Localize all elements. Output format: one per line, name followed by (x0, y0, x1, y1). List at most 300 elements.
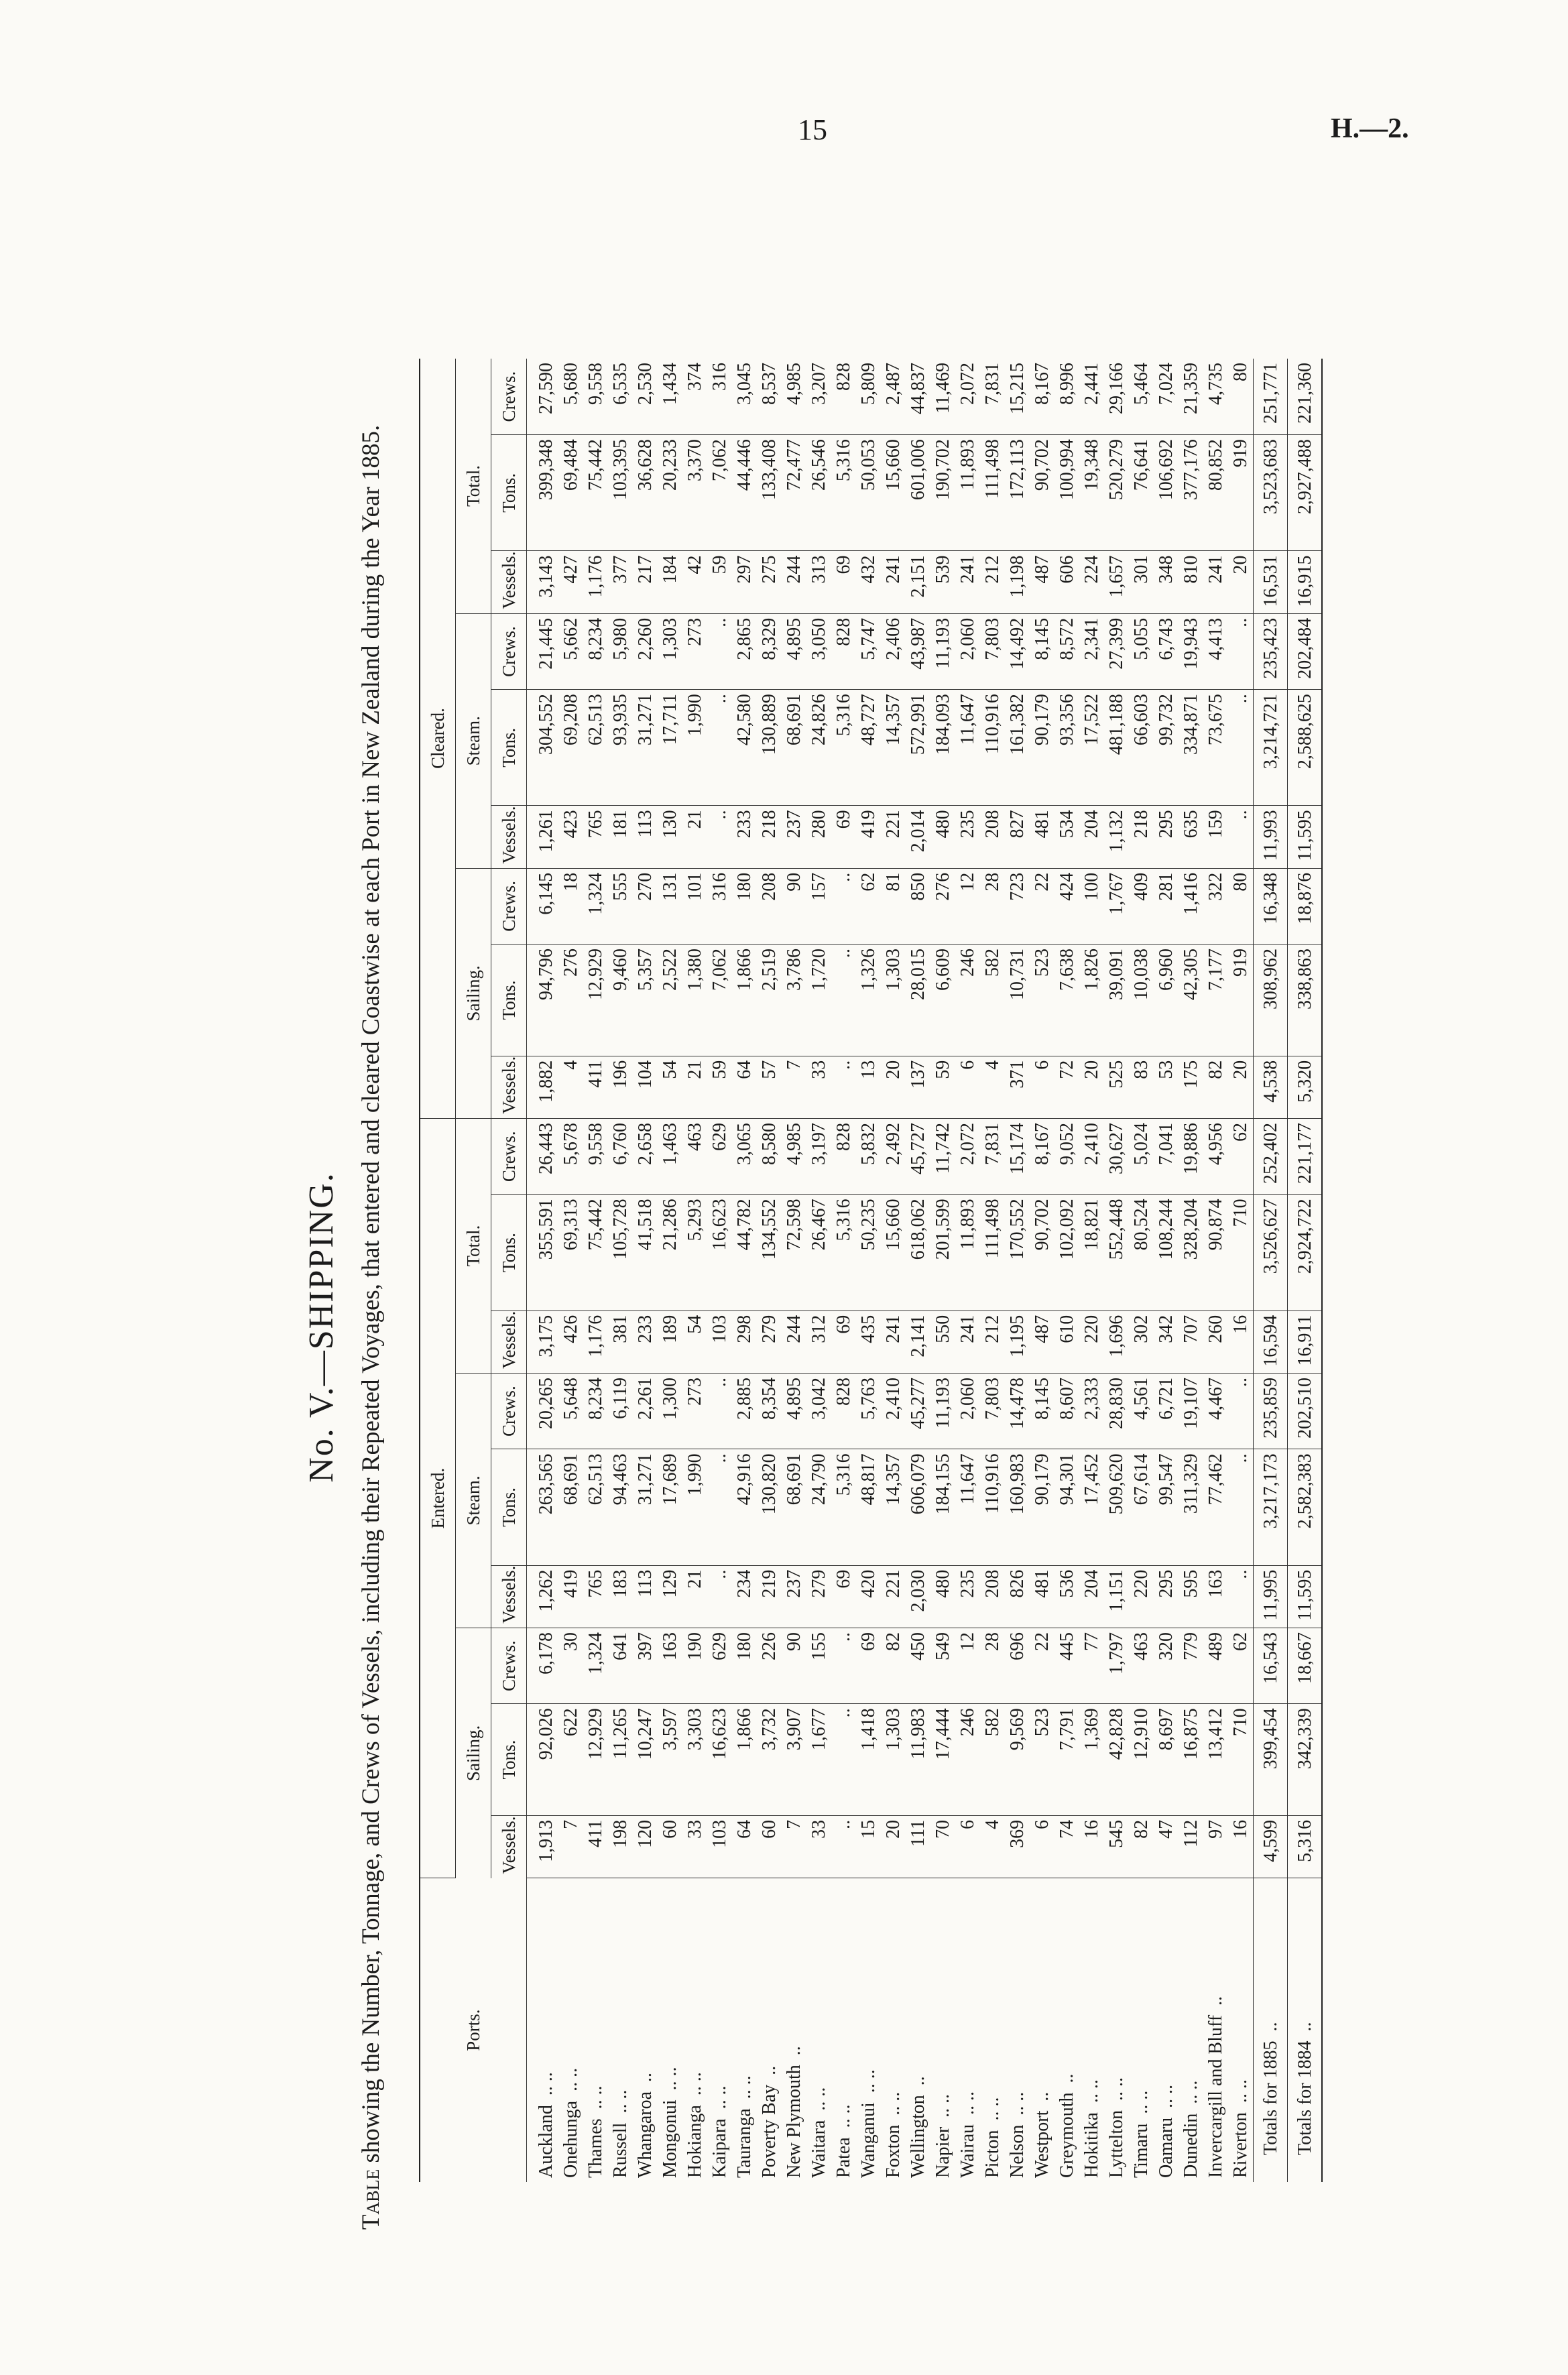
cleared-steam-tons-cell: 304,552 (527, 690, 559, 806)
cleared-sailing-crews-cell: 22 (1030, 868, 1054, 944)
leader-dots: .. .. (709, 2085, 730, 2110)
leader-dots: .. .. (1007, 2091, 1028, 2116)
cleared-total-vessels-cell: 212 (980, 551, 1005, 613)
entered-total-tons-cell: 90,702 (1030, 1195, 1054, 1311)
table-row (1228, 359, 1254, 2182)
table-row (608, 359, 633, 2182)
entered-steam-crews-cell: 7,803 (980, 1374, 1005, 1449)
entered-sailing-vessels-cell: 7 (782, 1815, 806, 1878)
cleared-sailing-tons-cell: 10,731 (1005, 945, 1030, 1056)
cleared-sailing-tons-cell: 308,962 (1254, 945, 1288, 1056)
cleared-steam-vessels-cell: 480 (930, 806, 955, 868)
port-name: Napier (932, 2126, 953, 2178)
entered-sailing-tons-cell: 11,983 (906, 1704, 930, 1816)
entered-steam-vessels-cell: 208 (980, 1565, 1005, 1628)
cleared-sailing-crews-cell: 850 (906, 868, 930, 944)
entered-steam-vessels-cell: 11,595 (1288, 1565, 1323, 1628)
cleared-sailing-tons-cell: 1,303 (881, 945, 906, 1056)
entered-steam-tons-cell: 67,614 (1129, 1449, 1154, 1565)
cleared-total-vessels-cell: 348 (1154, 551, 1179, 613)
cleared-sailing-crews-cell: 270 (633, 868, 658, 944)
header-vessels: Vessels. (491, 806, 527, 868)
port-name: Nelson (1007, 2124, 1028, 2178)
leader-dots: .. .. (610, 2089, 631, 2114)
entered-total-vessels-cell: 312 (806, 1311, 831, 1373)
entered-steam-crews-cell: 2,333 (1079, 1374, 1104, 1449)
port-name: Mongonui (660, 2099, 680, 2178)
cleared-steam-tons-cell: 99,732 (1154, 690, 1179, 806)
cleared-total-crews-cell: 374 (682, 359, 707, 435)
table-row (906, 359, 930, 2182)
cleared-total-crews-cell: 80 (1228, 359, 1254, 435)
entered-total-tons-cell: 102,092 (1054, 1195, 1079, 1311)
cleared-steam-crews-cell: 8,572 (1054, 613, 1079, 689)
port-cell (955, 1878, 980, 2182)
header-tons: Tons. (491, 435, 527, 551)
cleared-sailing-tons-cell: 7,638 (1054, 945, 1079, 1056)
entered-steam-crews-cell: 2,885 (732, 1374, 757, 1449)
cleared-steam-tons-cell: 48,727 (856, 690, 881, 806)
cleared-steam-tons-cell: 110,916 (980, 690, 1005, 806)
cleared-sailing-crews-cell: 28 (980, 868, 1005, 944)
cleared-steam-vessels-cell: 221 (881, 806, 906, 868)
entered-sailing-crews-cell: 549 (930, 1628, 955, 1703)
cleared-steam-crews-cell: 27,399 (1104, 613, 1129, 689)
port-name: Whangaroa (635, 2091, 656, 2178)
entered-sailing-vessels-cell: 16 (1228, 1815, 1254, 1878)
entered-sailing-tons-cell: 7,791 (1054, 1704, 1079, 1816)
entered-total-vessels-cell: 16,911 (1288, 1311, 1323, 1373)
entered-sailing-tons-cell: 3,597 (658, 1704, 682, 1816)
entered-sailing-vessels-cell: 5,316 (1288, 1815, 1323, 1878)
entered-sailing-crews-cell: 320 (1154, 1628, 1179, 1703)
entered-sailing-vessels-cell: 198 (608, 1815, 633, 1878)
table-row (1005, 359, 1030, 2182)
cleared-steam-crews-cell: 6,743 (1154, 613, 1179, 689)
entered-steam-vessels-cell: 69 (831, 1565, 856, 1628)
cleared-sailing-vessels-cell: 82 (1203, 1056, 1228, 1118)
entered-total-tons-cell: 72,598 (782, 1195, 806, 1311)
cleared-total-vessels-cell: 241 (955, 551, 980, 613)
entered-sailing-tons-cell: 1,369 (1079, 1704, 1104, 1816)
cleared-total-tons-cell: 90,702 (1030, 435, 1054, 551)
entered-sailing-crews-cell: 1,797 (1104, 1628, 1129, 1703)
port-cell (1005, 1878, 1030, 2182)
entered-steam-tons-cell: 14,357 (881, 1449, 906, 1565)
entered-steam-crews-cell: 2,410 (881, 1374, 906, 1449)
entered-steam-crews-cell: 3,042 (806, 1374, 831, 1449)
leader-dots: .. (759, 2065, 780, 2075)
entered-sailing-vessels-cell: 7 (558, 1815, 583, 1878)
entered-total-tons-cell: 69,313 (558, 1195, 583, 1311)
port-name: Picton (982, 2130, 1003, 2178)
entered-total-crews-cell: 1,463 (658, 1119, 682, 1195)
entered-sailing-crews-cell: 463 (1129, 1628, 1154, 1703)
entered-steam-crews-cell: 19,107 (1179, 1374, 1203, 1449)
cleared-total-tons-cell: 2,927,488 (1288, 435, 1323, 551)
port-cell (1288, 1878, 1323, 2182)
header-vessels: Vessels. (491, 1311, 527, 1373)
entered-steam-vessels-cell: 11,995 (1254, 1565, 1288, 1628)
port-cell (831, 1878, 856, 2182)
header-crews: Crews. (491, 1628, 527, 1703)
cleared-steam-tons-cell: 3,214,721 (1254, 690, 1288, 806)
cleared-steam-vessels-cell: 423 (558, 806, 583, 868)
entered-sailing-crews-cell: 629 (707, 1628, 732, 1703)
cleared-total-tons-cell: 106,692 (1154, 435, 1179, 551)
cleared-steam-vessels-cell: 235 (955, 806, 980, 868)
port-name: Oamaru (1156, 2117, 1177, 2178)
entered-sailing-crews-cell: 180 (732, 1628, 757, 1703)
entered-total-crews-cell: 5,678 (558, 1119, 583, 1195)
entered-total-tons-cell: 618,062 (906, 1195, 930, 1311)
header-crews: Crews. (491, 1119, 527, 1195)
page-reference: H.—2. (1331, 113, 1409, 144)
entered-sailing-tons-cell: 13,412 (1203, 1704, 1228, 1816)
cleared-steam-vessels-cell: 419 (856, 806, 881, 868)
entered-steam-crews-cell: 2,261 (633, 1374, 658, 1449)
port-cell (583, 1878, 608, 2182)
cleared-steam-crews-cell: 202,484 (1288, 613, 1323, 689)
table-row (782, 359, 806, 2182)
entered-total-vessels-cell: 298 (732, 1311, 757, 1373)
entered-sailing-vessels-cell: .. (831, 1815, 856, 1878)
header-entered-sailing: Sailing. (456, 1628, 491, 1878)
port-cell (1228, 1878, 1254, 2182)
entered-total-crews-cell: 4,956 (1203, 1119, 1228, 1195)
cleared-sailing-tons-cell: 5,357 (633, 945, 658, 1056)
cleared-sailing-crews-cell: 157 (806, 868, 831, 944)
cleared-sailing-crews-cell: 81 (881, 868, 906, 944)
entered-sailing-tons-cell: 42,828 (1104, 1704, 1129, 1816)
cleared-total-crews-cell: 2,530 (633, 359, 658, 435)
entered-total-tons-cell: 105,728 (608, 1195, 633, 1311)
cleared-steam-crews-cell: .. (1228, 613, 1254, 689)
entered-sailing-crews-cell: 155 (806, 1628, 831, 1703)
leader-dots: .. .. (585, 2085, 606, 2110)
port-name: Totals for 1885 (1260, 2041, 1281, 2155)
leader-dots: .. .. (858, 2069, 879, 2093)
entered-total-vessels-cell: 342 (1154, 1311, 1179, 1373)
cleared-steam-vessels-cell: 130 (658, 806, 682, 868)
entered-sailing-crews-cell: 12 (955, 1628, 980, 1703)
leader-dots: .. .. (536, 2072, 556, 2096)
entered-steam-tons-cell: 263,565 (527, 1449, 559, 1565)
cleared-steam-vessels-cell: 765 (583, 806, 608, 868)
cleared-steam-crews-cell: 2,260 (633, 613, 658, 689)
leader-dots: .. .. (883, 2091, 904, 2116)
cleared-total-tons-cell: 75,442 (583, 435, 608, 551)
entered-sailing-vessels-cell: 74 (1054, 1815, 1079, 1878)
cleared-sailing-tons-cell: 7,062 (707, 945, 732, 1056)
entered-total-crews-cell: 6,760 (608, 1119, 633, 1195)
cleared-total-tons-cell: 399,348 (527, 435, 559, 551)
cleared-steam-tons-cell: 24,826 (806, 690, 831, 806)
cleared-total-vessels-cell: 275 (757, 551, 782, 613)
cleared-steam-vessels-cell: 280 (806, 806, 831, 868)
cleared-total-vessels-cell: 1,198 (1005, 551, 1030, 613)
port-cell (1104, 1878, 1129, 2182)
table-row (1054, 359, 1079, 2182)
entered-steam-crews-cell: .. (707, 1374, 732, 1449)
entered-total-vessels-cell: 244 (782, 1311, 806, 1373)
entered-steam-tons-cell: 68,691 (782, 1449, 806, 1565)
entered-steam-vessels-cell: 234 (732, 1565, 757, 1628)
cleared-total-crews-cell: 8,996 (1054, 359, 1079, 435)
entered-total-crews-cell: 62 (1228, 1119, 1254, 1195)
entered-sailing-tons-cell: .. (831, 1704, 856, 1816)
cleared-total-vessels-cell: 313 (806, 551, 831, 613)
entered-sailing-vessels-cell: 120 (633, 1815, 658, 1878)
rotated-table-page (302, 322, 1315, 2333)
header-cleared-sailing: Sailing. (456, 868, 491, 1118)
cleared-total-crews-cell: 2,072 (955, 359, 980, 435)
entered-steam-vessels-cell: 2,030 (906, 1565, 930, 1628)
cleared-total-tons-cell: 3,523,683 (1254, 435, 1288, 551)
cleared-sailing-vessels-cell: 411 (583, 1056, 608, 1118)
entered-steam-tons-cell: 1,990 (682, 1449, 707, 1565)
entered-total-crews-cell: 828 (831, 1119, 856, 1195)
entered-steam-tons-cell: 77,462 (1203, 1449, 1228, 1565)
entered-total-crews-cell: 221,177 (1288, 1119, 1323, 1195)
cleared-total-crews-cell: 251,771 (1254, 359, 1288, 435)
header-vessels: Vessels. (491, 1056, 527, 1118)
cleared-total-vessels-cell: 244 (782, 551, 806, 613)
entered-steam-crews-cell: 6,119 (608, 1374, 633, 1449)
entered-sailing-tons-cell: 17,444 (930, 1704, 955, 1816)
entered-total-vessels-cell: 241 (881, 1311, 906, 1373)
entered-sailing-crews-cell: 450 (906, 1628, 930, 1703)
header-entered: Entered. (420, 1119, 456, 1878)
entered-steam-vessels-cell: 113 (633, 1565, 658, 1628)
cleared-steam-crews-cell: 2,341 (1079, 613, 1104, 689)
entered-sailing-crews-cell: 77 (1079, 1628, 1104, 1703)
header-vessels: Vessels. (491, 551, 527, 613)
entered-total-tons-cell: 41,518 (633, 1195, 658, 1311)
port-name: Foxton (883, 2124, 904, 2178)
table-row (1154, 359, 1179, 2182)
cleared-total-crews-cell: 44,837 (906, 359, 930, 435)
port-name: Onehunga (560, 2100, 581, 2178)
entered-steam-crews-cell: 4,895 (782, 1374, 806, 1449)
entered-sailing-crews-cell: 226 (757, 1628, 782, 1703)
entered-steam-vessels-cell: 826 (1005, 1565, 1030, 1628)
port-name: Tauranga (734, 2108, 755, 2178)
cleared-sailing-tons-cell: 919 (1228, 945, 1254, 1056)
entered-steam-tons-cell: 90,179 (1030, 1449, 1054, 1565)
leader-dots: .. .. (1156, 2084, 1177, 2108)
table-row (980, 359, 1005, 2182)
entered-steam-vessels-cell: 21 (682, 1565, 707, 1628)
leader-dots: .. .. (684, 2072, 705, 2096)
leader-dots: .. .. (982, 2097, 1003, 2121)
entered-sailing-vessels-cell: 20 (881, 1815, 906, 1878)
entered-steam-crews-cell: 45,277 (906, 1374, 930, 1449)
cleared-steam-tons-cell: .. (707, 690, 732, 806)
page-title: No. V.—SHIPPING. (302, 1172, 341, 1483)
port-name: Timaru (1131, 2123, 1152, 2178)
entered-total-vessels-cell: 550 (930, 1311, 955, 1373)
cleared-steam-vessels-cell: 1,261 (527, 806, 559, 868)
entered-sailing-vessels-cell: 97 (1203, 1815, 1228, 1878)
leader-dots: .. .. (1131, 2090, 1152, 2114)
cleared-steam-tons-cell: 73,675 (1203, 690, 1228, 806)
cleared-sailing-tons-cell: 9,460 (608, 945, 633, 1056)
cleared-total-vessels-cell: 42 (682, 551, 707, 613)
cleared-steam-crews-cell: 5,662 (558, 613, 583, 689)
entered-sailing-vessels-cell: 82 (1129, 1815, 1154, 1878)
table-row (682, 359, 707, 2182)
entered-steam-tons-cell: 184,155 (930, 1449, 955, 1565)
cleared-sailing-tons-cell: 2,522 (658, 945, 682, 1056)
header-crews: Crews. (491, 359, 527, 435)
cleared-sailing-tons-cell: 582 (980, 945, 1005, 1056)
cleared-total-tons-cell: 919 (1228, 435, 1254, 551)
leader-dots: .. .. (957, 2091, 978, 2115)
entered-total-crews-cell: 8,580 (757, 1119, 782, 1195)
port-cell (806, 1878, 831, 2182)
cleared-total-tons-cell: 80,852 (1203, 435, 1228, 551)
entered-steam-crews-cell: 1,300 (658, 1374, 682, 1449)
cleared-steam-vessels-cell: 181 (608, 806, 633, 868)
entered-total-crews-cell: 5,832 (856, 1119, 881, 1195)
cleared-steam-tons-cell: 62,513 (583, 690, 608, 806)
cleared-total-vessels-cell: 184 (658, 551, 682, 613)
cleared-sailing-tons-cell: 1,326 (856, 945, 881, 1056)
leader-dots: .. .. (833, 2104, 854, 2128)
entered-steam-vessels-cell: 221 (881, 1565, 906, 1628)
header-tons: Tons. (491, 945, 527, 1056)
port-cell (856, 1878, 881, 2182)
port-name: Invercargill and Bluff (1205, 2014, 1226, 2178)
cleared-sailing-crews-cell: 180 (732, 868, 757, 944)
leader-dots: .. (1032, 2091, 1052, 2102)
cleared-total-vessels-cell: 297 (732, 551, 757, 613)
entered-sailing-crews-cell: 22 (1030, 1628, 1054, 1703)
port-cell (1129, 1878, 1154, 2182)
cleared-total-vessels-cell: 241 (881, 551, 906, 613)
entered-total-crews-cell: 15,174 (1005, 1119, 1030, 1195)
cleared-total-vessels-cell: 16,915 (1288, 551, 1323, 613)
entered-sailing-crews-cell: 489 (1203, 1628, 1228, 1703)
table-row (757, 359, 782, 2182)
entered-steam-crews-cell: 4,467 (1203, 1374, 1228, 1449)
entered-total-crews-cell: 5,024 (1129, 1119, 1154, 1195)
entered-sailing-tons-cell: 10,247 (633, 1704, 658, 1816)
table-body (527, 359, 1323, 2182)
entered-steam-vessels-cell: 183 (608, 1565, 633, 1628)
cleared-total-crews-cell: 2,487 (881, 359, 906, 435)
cleared-steam-vessels-cell: .. (1228, 806, 1254, 868)
cleared-steam-vessels-cell: 11,595 (1288, 806, 1323, 868)
entered-total-vessels-cell: 16,594 (1254, 1311, 1288, 1373)
leader-dots: .. (1294, 2022, 1315, 2032)
cleared-steam-crews-cell: 2,060 (955, 613, 980, 689)
cleared-total-crews-cell: 4,985 (782, 359, 806, 435)
cleared-total-tons-cell: 133,408 (757, 435, 782, 551)
entered-total-tons-cell: 5,293 (682, 1195, 707, 1311)
port-name: Waitara (808, 2120, 829, 2178)
cleared-sailing-crews-cell: 424 (1054, 868, 1079, 944)
entered-total-vessels-cell: 279 (757, 1311, 782, 1373)
cleared-sailing-vessels-cell: 196 (608, 1056, 633, 1118)
entered-total-tons-cell: 18,821 (1079, 1195, 1104, 1311)
caption-text: showing the Number, Tonnage, and Crews of Vessels, including their Repeated Voyages, that entered and cleared Coastwise at each Port in New Zealand during the Year 1885. (357, 424, 385, 2169)
entered-total-crews-cell: 252,402 (1254, 1119, 1288, 1195)
table-header (420, 359, 527, 2182)
entered-sailing-vessels-cell: 4 (980, 1815, 1005, 1878)
totals-row (1288, 359, 1323, 2182)
port-name: Dunedin (1181, 2113, 1201, 2178)
entered-steam-vessels-cell: 765 (583, 1565, 608, 1628)
table-row (633, 359, 658, 2182)
cleared-sailing-crews-cell: 1,767 (1104, 868, 1129, 944)
cleared-total-tons-cell: 601,006 (906, 435, 930, 551)
entered-total-crews-cell: 30,627 (1104, 1119, 1129, 1195)
entered-sailing-crews-cell: 190 (682, 1628, 707, 1703)
entered-total-tons-cell: 201,599 (930, 1195, 955, 1311)
entered-sailing-crews-cell: 18,667 (1288, 1628, 1323, 1703)
entered-steam-crews-cell: 4,561 (1129, 1374, 1154, 1449)
entered-total-tons-cell: 710 (1228, 1195, 1254, 1311)
entered-sailing-tons-cell: 11,265 (608, 1704, 633, 1816)
entered-steam-vessels-cell: 279 (806, 1565, 831, 1628)
entered-total-tons-cell: 15,660 (881, 1195, 906, 1311)
entered-steam-vessels-cell: 129 (658, 1565, 682, 1628)
cleared-total-crews-cell: 6,535 (608, 359, 633, 435)
entered-sailing-vessels-cell: 60 (757, 1815, 782, 1878)
port-name: New Plymouth (784, 2065, 804, 2178)
header-crews: Crews. (491, 868, 527, 944)
leader-dots: .. .. (560, 2067, 581, 2091)
cleared-steam-tons-cell: 334,871 (1179, 690, 1203, 806)
entered-steam-crews-cell: 8,145 (1030, 1374, 1054, 1449)
cleared-total-vessels-cell: 224 (1079, 551, 1104, 613)
entered-sailing-crews-cell: 90 (782, 1628, 806, 1703)
entered-steam-tons-cell: 94,463 (608, 1449, 633, 1565)
entered-sailing-vessels-cell: 60 (658, 1815, 682, 1878)
cleared-sailing-vessels-cell: 1,882 (527, 1056, 559, 1118)
cleared-steam-tons-cell: 68,691 (782, 690, 806, 806)
cleared-total-tons-cell: 15,660 (881, 435, 906, 551)
port-cell (1179, 1878, 1203, 2182)
entered-sailing-crews-cell: 82 (881, 1628, 906, 1703)
entered-total-vessels-cell: 233 (633, 1311, 658, 1373)
entered-sailing-crews-cell: 163 (658, 1628, 682, 1703)
cleared-steam-vessels-cell: 69 (831, 806, 856, 868)
entered-steam-tons-cell: .. (707, 1449, 732, 1565)
cleared-sailing-tons-cell: 1,826 (1079, 945, 1104, 1056)
cleared-sailing-crews-cell: 281 (1154, 868, 1179, 944)
table-row (881, 359, 906, 2182)
page-number: 15 (798, 113, 827, 146)
header-tons: Tons. (491, 1449, 527, 1565)
port-name: Riverton (1230, 2112, 1251, 2178)
table-row (806, 359, 831, 2182)
cleared-sailing-tons-cell: 246 (955, 945, 980, 1056)
header-cleared-steam: Steam. (456, 613, 491, 868)
port-cell (906, 1878, 930, 2182)
port-cell (608, 1878, 633, 2182)
leader-dots: .. (1260, 2022, 1281, 2032)
cleared-total-crews-cell: 27,590 (527, 359, 559, 435)
port-cell (1254, 1878, 1288, 2182)
cleared-steam-tons-cell: 93,935 (608, 690, 633, 806)
entered-steam-vessels-cell: 163 (1203, 1565, 1228, 1628)
cleared-total-crews-cell: 15,215 (1005, 359, 1030, 435)
cleared-sailing-tons-cell: 1,380 (682, 945, 707, 1056)
entered-total-crews-cell: 2,658 (633, 1119, 658, 1195)
